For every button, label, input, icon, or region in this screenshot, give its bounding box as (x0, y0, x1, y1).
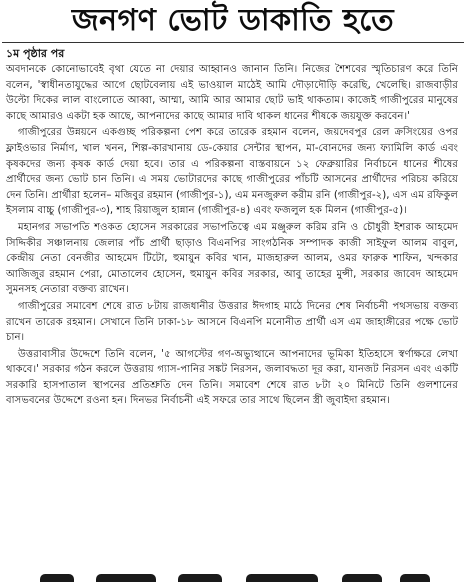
paragraph: গাজীপুরের উন্নয়নে একগুচ্ছ পরিকল্পনা পেশ করে তারেক রহমান বলেন, জয়দেবপুর রেল ক্রসিংয়ের ওপর ফ্লাইওভার নির্মাণ, খাল খনন, শিল্প-কারখানায় ডে-কেয়ার সেন্টার স্থাপন, মা-বোনদের জন্য ফ্যামিলি কার্ড এবং কৃষকদের জন্য কৃষক কার্ড দেয়া হবে। তার এ পরিকল্পনা বাস্তবায়নে ১২ ফেব্রুয়ারির নির্বাচনে ধানের শীষের প্রার্থীদের জন্য ভোট চান তিনি। এ সময় ভোটারদের কাছে গাজীপুরের পাঁচটি আসনের প্রার্থীদের পরিচয় করিয়ে দেন তিনি। প্রার্থীরা হলেন– মজিবুর রহমান (গাজীপুর-১), এম মনজুরুল করীম রনি (গাজীপুর-২), এস এম রফিকুল ইসলাম বাচ্চু (গাজীপুর-৩), শাহ রিয়াজুল হান্নান (গাজীপুর-৪) এবং ফজলুল হক মিলন (গাজীপুর-৫)। (6, 127, 458, 217)
paragraph: গাজীপুরের সমাবেশ শেষে রাত ৮টায় রাজধানীর উত্তরার ঈদগাহ মাঠে দিনের শেষ নির্বাচনী পথসভায় বক্তব্য রাখেন তারেক রহমান। সেখানে তিনি ঢাকা-১৮ আসনে বিএনপি মনোনীত প্রার্থী এস এম জাহাঙ্গীরের পক্ষে ভোট চান। (6, 300, 458, 344)
headline-divider (2, 42, 464, 43)
paragraph: অবদানকে কোনোভাবেই বৃথা যেতে না দেয়ার আহ্বানও জানান তিনি। নিজের শৈশবের স্মৃতিচারণ করে তিনি বলেন, 'স্বাধীনতাযুদ্ধের আগে ছোটবেলায় এই ভাওয়াল মাঠেই আমি দৌড়াদৌড়ি করেছি, খেলেছি। রাজবাড়ীর উল্টো দিকের লাল বাংলোতে আব্বা, আম্মা, আমি আর আমার ছোট ভাই থাকতাম। কাজেই গাজীপুরের মানুষের কাছে আমারও একটা হক আছে, আপনাদের কাছে আমার দাবি থাকল ধানের শীষকে জয়যুক্ত করবেন।' (6, 64, 458, 122)
cropped-next-headline (0, 566, 466, 582)
paragraph: মহানগর সভাপতি শওকত হোসেন সরকারের সভাপতিত্বে এম মঞ্জুরুল করিম রনি ও চৌধুরী ইশরাক আহমেদ সিদ্দিকীর সঞ্চালনায় জেলার পাঁচ প্রার্থী ছাড়াও বিএনপির সাংগঠনিক সম্পাদক কাজী সাইফুল আলম বাবুল, কেন্দ্রীয় নেতা বেনজীর আহমেদ টিটো, হুমায়ুন কবির খান, মাজহারুল আলম, ওমর ফারুক শাফিন, খন্দকার আজিজুর রহমান পেরা, মোতালেব হোসেন, হুমায়ুন কবির সরকার, আবু তাহের মুন্সী, সরকার জাবেদ আহমেদ সুমনসহ নেতারা বক্তব্য রাখেন। (6, 221, 458, 296)
article-headline: জনগণ ভোট ডাকাতি হতে (71, 3, 395, 38)
article-body (6, 62, 458, 410)
paragraph: উত্তরাবাসীর উদ্দেশে তিনি বলেন, '৫ আগস্টের গণ-অভ্যুত্থানে আপনাদের ভূমিকা ইতিহাসে স্বর্ণাক্ষরে লেখা থাকবে।' সরকার গঠন করলে উত্তরায় গ্যাস-পানির সঙ্কট নিরসন, জলাবদ্ধতা দূর করা, যানজট নিরসন এবং একটি সরকারি হাসপাতাল স্থাপনের প্রতিশ্রুতি দেন তিনি। সমাবেশ শেষে রাত ৮টা ২০ মিনিটে তিনি গুলশানের বাসভবনের উদ্দেশে রওনা হন। দিনভর নির্বাচনী এই সফরে তার সাথে ছিলেন স্ত্রী জুবাইদা রহমান। (6, 348, 458, 407)
continuation-label: ১ম পৃষ্ঠার পর (6, 47, 65, 60)
